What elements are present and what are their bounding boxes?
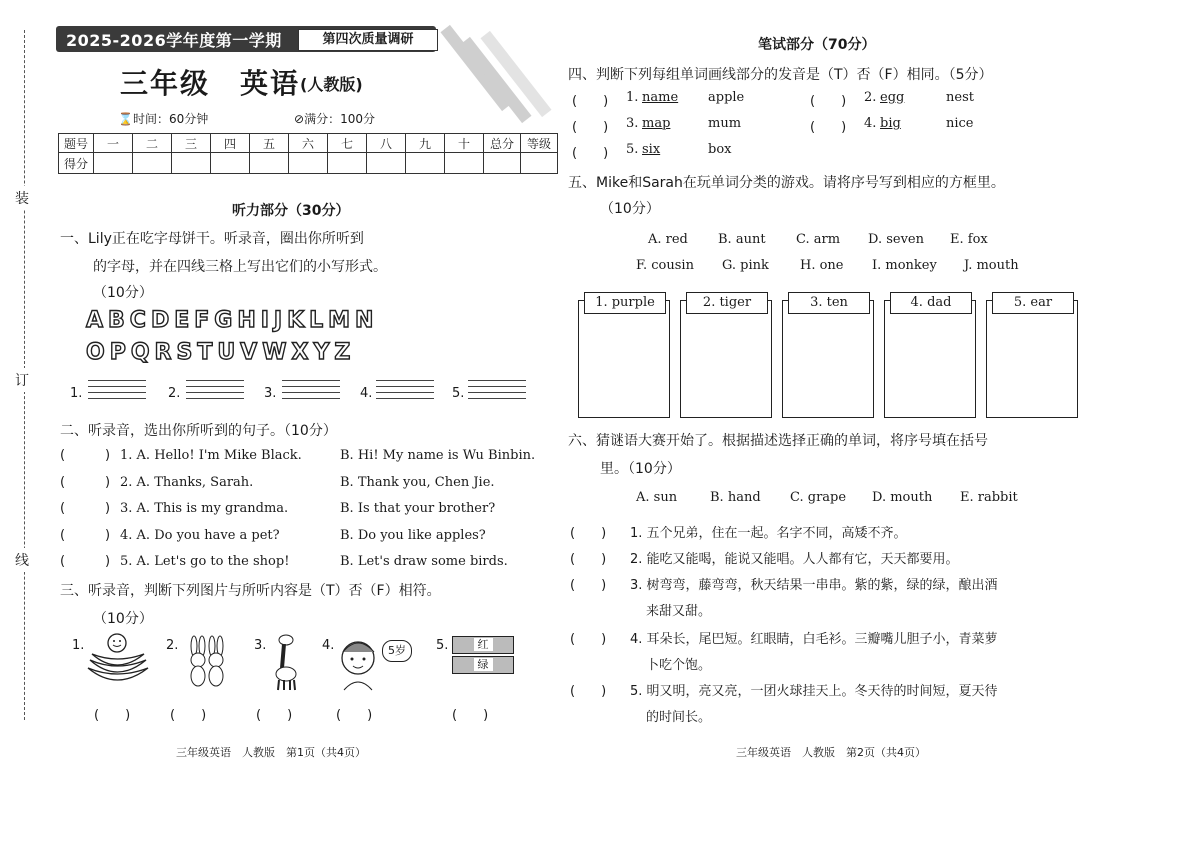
answer-paren[interactable]: ) bbox=[105, 501, 111, 516]
riddle-text: 3. 树弯弯，藤弯弯，秋天结果一串串。紫的紫，绿的绿，酿出酒 bbox=[630, 578, 998, 593]
q1-line1: 一、Lily正在吃字母饼干。听录音，圈出你所听到 bbox=[60, 231, 364, 247]
q3-title: 三、听录音，判断下列图片与所听内容是（T）否（F）相符。 bbox=[60, 583, 441, 599]
four-line-grid[interactable] bbox=[376, 380, 434, 398]
riddle-text: 2. 能吃又能喝，能说又能唱。人人都有它，天天都要用。 bbox=[630, 552, 959, 567]
answer-paren[interactable]: ( ) bbox=[570, 632, 607, 647]
riddle-option: B. hand bbox=[710, 490, 761, 505]
score-header-cell: 九 bbox=[406, 134, 445, 153]
score-row-label: 得分 bbox=[59, 153, 94, 174]
option-b[interactable]: B. Do you like apples? bbox=[340, 527, 486, 543]
word-option: B. aunt bbox=[718, 232, 766, 247]
crayon-red: 红 bbox=[452, 636, 514, 654]
pic-num-1: 1. bbox=[72, 638, 85, 653]
sort-box-label: 4. dad bbox=[890, 292, 972, 314]
score-header-cell: 十 bbox=[445, 134, 484, 153]
q2-title: 二、听录音，选出你所听到的句子。（10分） bbox=[60, 423, 337, 439]
giraffe-picture bbox=[268, 630, 308, 692]
answer-paren[interactable]: ( bbox=[60, 474, 66, 490]
score-table bbox=[58, 133, 558, 174]
answer-paren[interactable]: ( bbox=[60, 527, 66, 543]
word-2: mum bbox=[708, 116, 742, 131]
answer-paren-1[interactable]: ( ) bbox=[94, 708, 131, 723]
answer-paren[interactable]: ( ) bbox=[570, 578, 607, 593]
exam-round: 第四次质量调研 bbox=[298, 29, 438, 51]
option-a[interactable]: 3. A. This is my grandma. bbox=[120, 501, 289, 516]
riddle-text: 5. 明又明，亮又亮，一团火球挂天上。冬天待的时间短，夏天待 bbox=[630, 684, 998, 699]
sort-box[interactable] bbox=[578, 300, 670, 418]
q6-line2: 里。（10分） bbox=[600, 461, 681, 477]
pic-num-4: 4. bbox=[322, 638, 335, 653]
answer-paren[interactable]: ( ) bbox=[570, 526, 607, 541]
answer-paren[interactable]: ( ) bbox=[570, 684, 607, 699]
blank-label-3: 3. bbox=[264, 386, 277, 401]
binding-char-1: 装 bbox=[15, 186, 29, 210]
school-year: 2025-2026学年度第一学期 bbox=[66, 31, 282, 50]
answer-paren[interactable]: ( ) bbox=[570, 552, 607, 567]
riddle-option: C. grape bbox=[790, 490, 847, 505]
pic-num-3: 3. bbox=[254, 638, 267, 653]
riddle-text: 4. 耳朵长，尾巴短。红眼睛，白毛衫。三瓣嘴儿胆子小，青菜萝 bbox=[630, 632, 998, 647]
score-header-cell: 六 bbox=[289, 134, 328, 153]
riddle-option: A. sun bbox=[636, 490, 678, 505]
blank-label-5: 5. bbox=[452, 386, 465, 401]
answer-paren[interactable]: ( ) bbox=[572, 94, 609, 109]
answer-paren[interactable]: ( ) bbox=[572, 146, 609, 161]
boy-picture bbox=[334, 632, 384, 692]
score-header-cell: 五 bbox=[250, 134, 289, 153]
score-cell[interactable] bbox=[521, 153, 558, 174]
score-cell[interactable] bbox=[211, 153, 250, 174]
word-option: C. arm bbox=[796, 232, 841, 247]
exam-full-score: ⊘满分：100分 bbox=[294, 112, 375, 126]
letter-row-o-z: OPQRSTUVWXYZ bbox=[86, 340, 356, 365]
score-cell[interactable] bbox=[133, 153, 172, 174]
pair-number: 1. bbox=[626, 90, 639, 105]
word-2: box bbox=[708, 142, 732, 157]
exam-title: 三年级 英语 bbox=[120, 67, 301, 100]
score-value-row bbox=[59, 153, 558, 174]
q4-title: 四、判断下列每组单词画线部分的发音是（T）否（F）相同。（5分） bbox=[568, 67, 993, 83]
score-cell[interactable] bbox=[445, 153, 484, 174]
exam-time: ⌛时间：60分钟 bbox=[118, 112, 209, 126]
q5-line1: 五、Mike和Sarah在玩单词分类的游戏。请将序号写到相应的方框里。 bbox=[568, 175, 1005, 191]
word-option: D. seven bbox=[868, 232, 924, 247]
riddle-text: 1. 五个兄弟，住在一起。名字不同，高矮不齐。 bbox=[630, 526, 907, 541]
answer-paren[interactable]: ( ) bbox=[810, 120, 847, 135]
crayon-green: 绿 bbox=[452, 656, 514, 674]
pair-number: 3. bbox=[626, 116, 639, 131]
sort-box-label: 2. tiger bbox=[686, 292, 768, 314]
age-bubble: 5岁 bbox=[382, 640, 412, 662]
four-line-grid[interactable] bbox=[88, 380, 146, 398]
answer-paren[interactable]: ) bbox=[105, 554, 111, 569]
sort-box-label: 1. purple bbox=[584, 292, 666, 314]
riddle-option: D. mouth bbox=[872, 490, 933, 505]
score-cell[interactable] bbox=[172, 153, 211, 174]
answer-paren-3[interactable]: ( ) bbox=[256, 708, 293, 723]
word-option: J. mouth bbox=[964, 258, 1019, 273]
score-header-row bbox=[59, 134, 558, 153]
score-header-cell: 总分 bbox=[484, 134, 521, 153]
footer-right: 三年级英语 人教版 第2页（共4页） bbox=[736, 746, 926, 759]
decor-stripe bbox=[440, 25, 511, 111]
score-header-cell: 等级 bbox=[521, 134, 558, 153]
answer-paren[interactable]: ( bbox=[60, 501, 66, 516]
answer-paren-2[interactable]: ( ) bbox=[170, 708, 207, 723]
answer-paren[interactable]: ( bbox=[60, 554, 66, 569]
bananas-picture bbox=[84, 632, 150, 688]
word-1: map bbox=[642, 116, 671, 131]
word-option: I. monkey bbox=[872, 258, 937, 273]
sort-box-label: 5. ear bbox=[992, 292, 1074, 314]
listening-title: 听力部分（30分） bbox=[232, 203, 350, 219]
q5-points: （10分） bbox=[600, 201, 660, 217]
q1-points: （10分） bbox=[93, 285, 153, 301]
score-header-cell: 四 bbox=[211, 134, 250, 153]
exam-edition: (人教版) bbox=[300, 75, 363, 94]
word-option: F. cousin bbox=[636, 258, 694, 273]
letter-row-a-n: ABCDEFGHIJKLMN bbox=[86, 308, 379, 333]
score-cell[interactable] bbox=[250, 153, 289, 174]
option-a[interactable]: 5. A. Let's go to the shop! bbox=[120, 554, 290, 569]
sort-box-label: 3. ten bbox=[788, 292, 870, 314]
score-header-cell: 一 bbox=[94, 134, 133, 153]
score-cell[interactable] bbox=[406, 153, 445, 174]
option-b[interactable]: B. Is that your brother? bbox=[340, 501, 496, 516]
word-option: G. pink bbox=[722, 258, 769, 273]
answer-paren[interactable]: ) bbox=[105, 474, 111, 490]
word-option: E. fox bbox=[950, 232, 988, 247]
four-line-grid[interactable] bbox=[468, 380, 526, 398]
score-header-cell: 三 bbox=[172, 134, 211, 153]
word-2: apple bbox=[708, 90, 745, 105]
q6-line1: 六、猜谜语大赛开始了。根据描述选择正确的单词，将序号填在括号 bbox=[568, 433, 988, 449]
pair-number: 5. bbox=[626, 142, 639, 157]
blank-label-1: 1. bbox=[70, 386, 83, 401]
q3-points: （10分） bbox=[93, 611, 153, 627]
option-b[interactable]: B. Thank you, Chen Jie. bbox=[340, 474, 495, 490]
pic-num-2: 2. bbox=[166, 638, 179, 653]
answer-paren-4[interactable]: ( ) bbox=[336, 708, 373, 723]
pair-number: 2. bbox=[864, 90, 877, 105]
sort-box[interactable] bbox=[884, 300, 976, 418]
answer-paren[interactable]: ) bbox=[105, 527, 111, 543]
binding-char-2: 订 bbox=[15, 368, 29, 392]
riddle-option: E. rabbit bbox=[960, 490, 1018, 505]
score-header-cell: 七 bbox=[328, 134, 367, 153]
score-cell[interactable] bbox=[367, 153, 406, 174]
word-1: name bbox=[642, 90, 679, 105]
word-1: egg bbox=[880, 90, 905, 105]
answer-paren[interactable]: ( ) bbox=[810, 94, 847, 109]
score-header-cell: 题号 bbox=[59, 134, 94, 153]
option-b[interactable]: B. Let's draw some birds. bbox=[340, 554, 508, 569]
word-1: big bbox=[880, 116, 901, 131]
word-option: A. red bbox=[648, 232, 688, 247]
pair-number: 4. bbox=[864, 116, 877, 131]
four-line-grid[interactable] bbox=[186, 380, 244, 398]
answer-paren[interactable]: ( bbox=[60, 448, 66, 463]
blank-label-4: 4. bbox=[360, 386, 373, 401]
pic-num-5: 5. bbox=[436, 638, 449, 653]
q1-line2: 的字母，并在四线三格上写出它们的小写形式。 bbox=[93, 259, 387, 275]
option-a[interactable]: 1. A. Hello! I'm Mike Black. bbox=[120, 448, 302, 463]
rabbits-picture bbox=[180, 634, 234, 688]
score-cell[interactable] bbox=[289, 153, 328, 174]
score-header-cell: 二 bbox=[133, 134, 172, 153]
binding-char-3: 线 bbox=[15, 548, 29, 572]
riddle-text-cont: 来甜又甜。 bbox=[646, 604, 712, 619]
footer-left: 三年级英语 人教版 第1页（共4页） bbox=[176, 746, 366, 759]
word-2: nice bbox=[946, 116, 974, 131]
answer-paren[interactable]: ) bbox=[105, 448, 111, 463]
score-cell[interactable] bbox=[94, 153, 133, 174]
word-2: nest bbox=[946, 90, 974, 105]
riddle-text-cont: 卜吃个饱。 bbox=[646, 658, 712, 673]
option-a[interactable]: 4. A. Do you have a pet? bbox=[120, 527, 280, 543]
answer-paren-5[interactable]: ( ) bbox=[452, 708, 489, 723]
answer-paren[interactable]: ( ) bbox=[572, 120, 609, 135]
sort-box[interactable] bbox=[680, 300, 772, 418]
written-title: 笔试部分（70分） bbox=[758, 37, 876, 53]
word-option: H. one bbox=[800, 258, 844, 273]
option-b[interactable]: B. Hi! My name is Wu Binbin. bbox=[340, 448, 536, 463]
four-line-grid[interactable] bbox=[282, 380, 340, 398]
riddle-text-cont: 的时间长。 bbox=[646, 710, 712, 725]
score-cell[interactable] bbox=[484, 153, 521, 174]
sort-box[interactable] bbox=[986, 300, 1078, 418]
word-1: six bbox=[642, 142, 661, 157]
option-a[interactable]: 2. A. Thanks, Sarah. bbox=[120, 474, 254, 490]
score-cell[interactable] bbox=[328, 153, 367, 174]
blank-label-2: 2. bbox=[168, 386, 181, 401]
sort-box[interactable] bbox=[782, 300, 874, 418]
score-header-cell: 八 bbox=[367, 134, 406, 153]
